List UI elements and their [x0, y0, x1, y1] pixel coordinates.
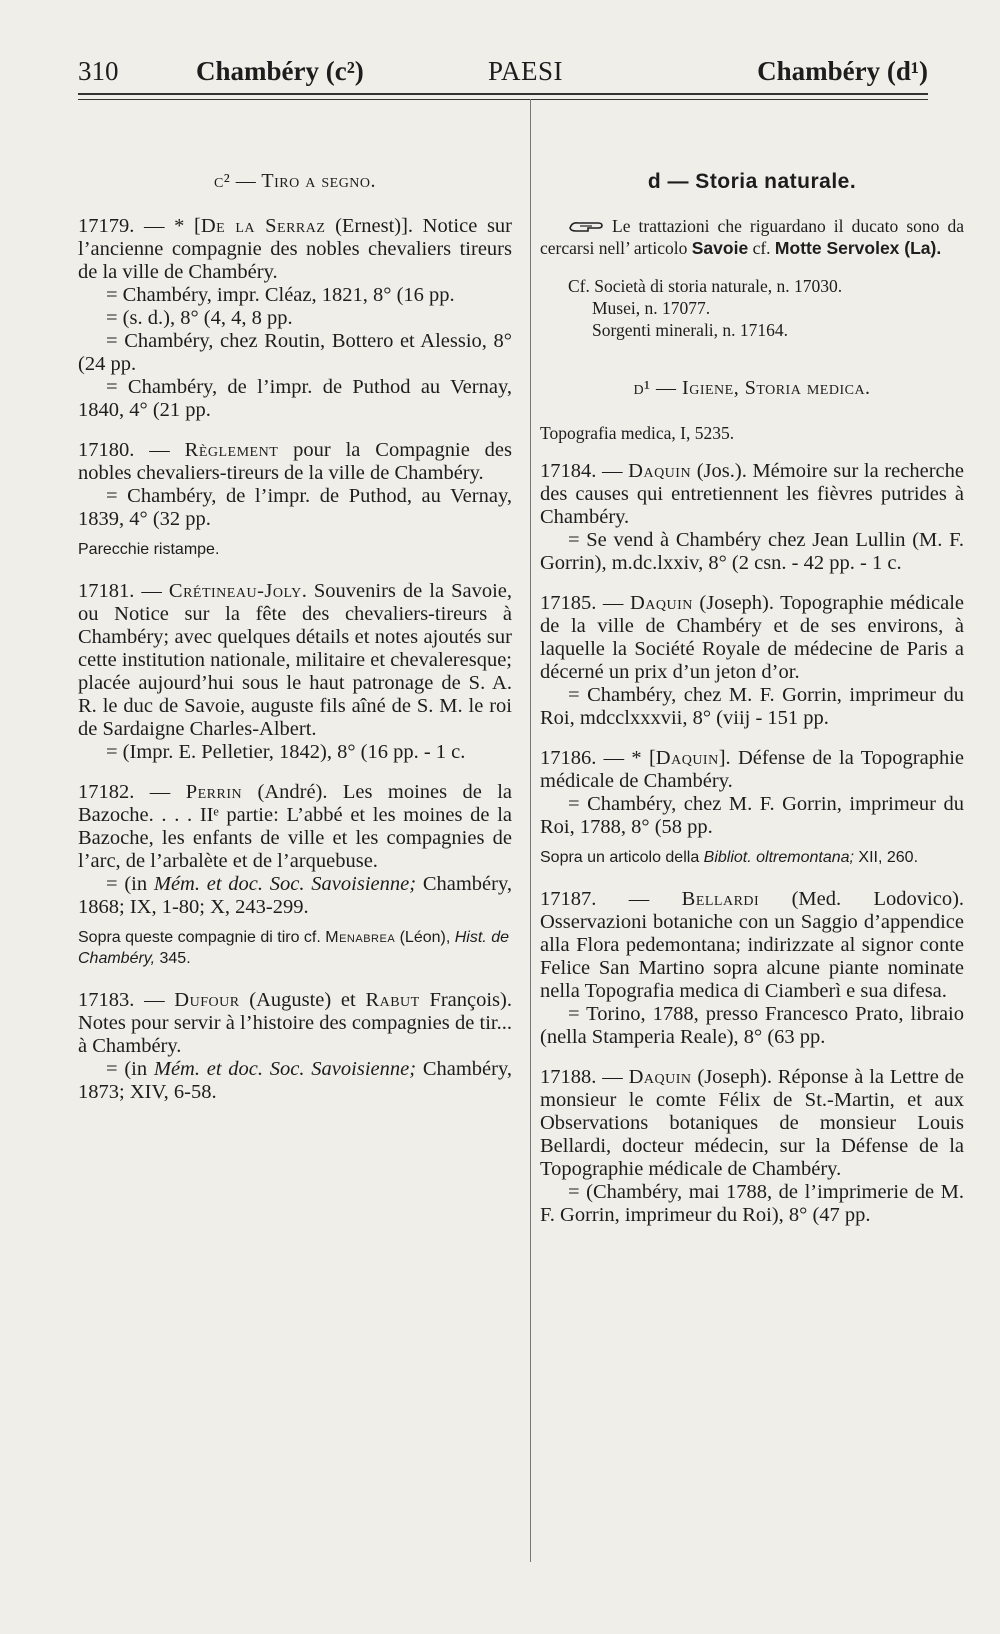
- note-title: Hist. de Chambéry,: [78, 929, 509, 967]
- entry-author: Daquin: [628, 1066, 692, 1088]
- section-heading-d: d — Storia naturale.: [647, 170, 857, 193]
- entry-dash: —: [602, 1066, 629, 1088]
- note-text: XII, 260.: [853, 849, 919, 866]
- imprint-line: = Chambéry, chez Routin, Bottero et Alessio, 8° (24 pp.: [78, 330, 512, 375]
- section-heading-c2: c² — Tiro a segno.: [213, 170, 377, 192]
- entry-dash: —: [141, 580, 169, 602]
- entry-note: [78, 927, 512, 969]
- entry-author: Dufour: [174, 989, 240, 1011]
- header-rule-thin: [78, 99, 928, 100]
- entry-dash: —: [628, 888, 682, 910]
- topografia-ref: [540, 422, 964, 444]
- imprint-prefix: = (in: [106, 1058, 154, 1080]
- entry-number: 17181.: [78, 580, 135, 602]
- note-text: Sopra un articolo della: [540, 849, 704, 866]
- entry-author: Règlement: [184, 439, 279, 461]
- pointing-hand-icon: [568, 218, 606, 234]
- entry-17186: [540, 747, 964, 868]
- entry-17182: [78, 781, 512, 969]
- imprint-line: = Chambéry, de l’impr. de Puthod au Vernay, 1840, 4° (21 pp.: [78, 376, 512, 421]
- entry-number: 17186.: [540, 747, 597, 769]
- imprint-line: = (s. d.), 8° (4, 4, 8 pp.: [106, 307, 293, 329]
- cross-reference: Motte Servolex (La).: [774, 238, 942, 258]
- cross-reference: Savoie: [691, 238, 749, 258]
- cf-item: Sorgenti minerali, n. 17164.: [592, 320, 789, 340]
- pointer-note: [540, 215, 964, 259]
- entry-note: Parecchie ristampe.: [78, 541, 220, 558]
- topografia-text: Topografia medica, I, 5235.: [540, 423, 735, 443]
- entry-dash: —: [602, 592, 630, 614]
- note-text: 345.: [155, 950, 191, 967]
- entry-dash: —: [602, 460, 629, 482]
- entry-title: (Jos.). Mémoire sur la recherche des causes qui entretiennent les fièvres putrides à Chambéry.: [540, 460, 965, 528]
- entry-author: Crétineau-Joly: [168, 580, 302, 602]
- imprint-line: = Se vend à Chambéry chez Jean Lullin (M. F. Gorrin), m.dc.lxxiv, 8° (2 csn. - 42 pp. - 1 c.: [540, 529, 964, 574]
- entry-title: François). Notes pour servir à l’histoire des compagnies de tir... à Chambéry.: [78, 989, 512, 1057]
- entry-author: Daquin: [629, 592, 693, 614]
- section-heading-d1: d¹ — Igiene, Storia medica.: [633, 377, 871, 399]
- left-column: [78, 158, 512, 1121]
- entry-17188: [540, 1066, 964, 1227]
- entry-title: (Ernest)]. Notice sur l’ancienne compagnie des nobles chevaliers tireurs de la ville de Chambéry.: [78, 215, 513, 283]
- entry-title: . Souvenirs de la Savoie, ou Notice sur la fête des chevaliers-tireurs à Chambéry; avec quelques détails et notes ajoutés sur cette institution nationale, militaire et chevaleresque; placée aujourd’hui sous le haut patronage de S. A. R. le duc de Savoie, auguste fils aîné de S. M. le roi de Sardaigne Charles-Albert.: [78, 580, 512, 740]
- page-number: 310: [78, 56, 119, 86]
- entry-title: ]. Défense de la Topographie médicale de Chambéry.: [540, 747, 965, 792]
- entry-author-2: Rabut: [365, 989, 420, 1011]
- entry-author: De la Serraz: [200, 215, 326, 237]
- header-right-title: Chambéry (d¹): [757, 56, 928, 86]
- pointer-text: cf.: [748, 238, 775, 258]
- note-text: Sopra queste compagnie di tiro cf.: [78, 929, 326, 946]
- entry-17179: [78, 215, 512, 422]
- journal-title: Mém. et doc. Soc. Savoisienne;: [153, 873, 417, 895]
- imprint-prefix: = (in: [106, 873, 154, 895]
- header-center-title: PAESI: [488, 56, 564, 86]
- note-text: (Léon),: [395, 929, 455, 946]
- header-rule: [78, 93, 928, 95]
- entry-number: 17185.: [540, 592, 597, 614]
- column-divider: [530, 99, 531, 1562]
- header-left-title: Chambéry (c²): [196, 56, 364, 86]
- entry-author: Bellardi: [681, 888, 760, 910]
- entry-number: 17187.: [540, 888, 597, 910]
- entry-number: 17184.: [540, 460, 597, 482]
- imprint-line: = Chambéry, impr. Cléaz, 1821, 8° (16 pp.: [106, 284, 455, 306]
- entry-dash: — * [: [603, 747, 656, 769]
- entry-title: (André). Les moines de la Bazoche. . . . IIᵉ partie: L’abbé et les moines de la Bazoche, les enfants de ville et les compagnies de l’arc, de l’arbalète et de l’arquebuse.: [78, 781, 513, 872]
- entry-title: (Joseph). Topographie médicale de la ville de Chambéry et de ses environs, à laquelle la Société Royale de médecine de Paris a décerné un prix d’un jeton d’or.: [540, 592, 965, 683]
- entry-17181: [78, 580, 512, 764]
- entry-title: pour la Compagnie des nobles chevaliers-tireurs de la ville de Chambéry.: [78, 439, 513, 484]
- imprint-line: = Chambéry, de l’impr. de Puthod, au Vernay, 1839, 4° (32 pp.: [78, 485, 512, 530]
- imprint-line: = (Chambéry, mai 1788, de l’imprimerie de M. F. Gorrin, imprimeur du Roi), 8° (47 pp.: [540, 1181, 964, 1226]
- entry-dash: —: [149, 439, 185, 461]
- entry-author: Daquin: [628, 460, 692, 482]
- journal-title: Mém. et doc. Soc. Savoisienne;: [153, 1058, 417, 1080]
- entry-17180: [78, 439, 512, 560]
- cf-list: [540, 275, 964, 341]
- cf-item: Cf. Società di storia naturale, n. 17030.: [568, 276, 843, 296]
- entry-dash: — * [: [144, 215, 201, 237]
- imprint-suffix: Chambéry, 1873; XIV, 6-58.: [78, 1058, 513, 1103]
- imprint-line: = Chambéry, chez M. F. Gorrin, imprimeur du Roi, 1788, 8° (58 pp.: [540, 793, 964, 838]
- running-header: [78, 50, 928, 94]
- entry-dash: —: [144, 989, 175, 1011]
- note-author: Menabrea: [325, 929, 396, 946]
- note-title: Bibliot. oltremontana;: [703, 849, 854, 866]
- imprint-line: = (Impr. E. Pelletier, 1842), 8° (16 pp. - 1 c.: [106, 741, 466, 763]
- entry-17185: [540, 592, 964, 730]
- cf-item: Musei, n. 17077.: [592, 298, 711, 318]
- entry-17183: [78, 989, 512, 1104]
- entry-number: 17183.: [78, 989, 135, 1011]
- entry-author: Perrin: [185, 781, 243, 803]
- imprint-line: = Torino, 1788, presso Francesco Prato, libraio (nella Stamperia Reale), 8° (63 pp.: [540, 1003, 964, 1048]
- pointer-text: Le trattazioni che riguardano il ducato sono da cercarsi nell’ articolo: [540, 216, 964, 258]
- entry-17187: [540, 888, 964, 1049]
- imprint-line: = Chambéry, chez M. F. Gorrin, imprimeur du Roi, mdcclxxxvii, 8° (viij - 151 pp.: [540, 684, 964, 729]
- entry-note: [540, 847, 964, 868]
- right-column: [540, 158, 964, 1244]
- imprint-suffix: Chambéry, 1868; IX, 1-80; X, 243-299.: [78, 873, 513, 918]
- entry-title: (Joseph). Réponse à la Lettre de monsieur le comte Félix de St.-Martin, et aux Observations botaniques de monsieur Louis Bellardi, docteur médecin, sur la Défense de la Topographie médicale de Chambéry.: [540, 1066, 964, 1180]
- entry-number: 17180.: [78, 439, 135, 461]
- entry-text: (Auguste) et: [239, 989, 366, 1011]
- entry-number: 17179.: [78, 215, 135, 237]
- entry-title: (Med. Lodovico). Osservazioni botaniche con un Saggio d’appendice alla Flora pedemontana; indirizzate al signor conte Felice San Martino sopra alcune piante nominate nella Topografia medica di Ciamberì e sua difesa.: [540, 888, 965, 1002]
- imprint-line: [78, 1058, 512, 1104]
- entry-number: 17182.: [78, 781, 135, 803]
- entry-number: 17188.: [540, 1066, 597, 1088]
- imprint-line: [78, 873, 512, 919]
- entry-dash: —: [149, 781, 186, 803]
- entry-17184: [540, 460, 964, 575]
- entry-author: Daquin: [655, 747, 719, 769]
